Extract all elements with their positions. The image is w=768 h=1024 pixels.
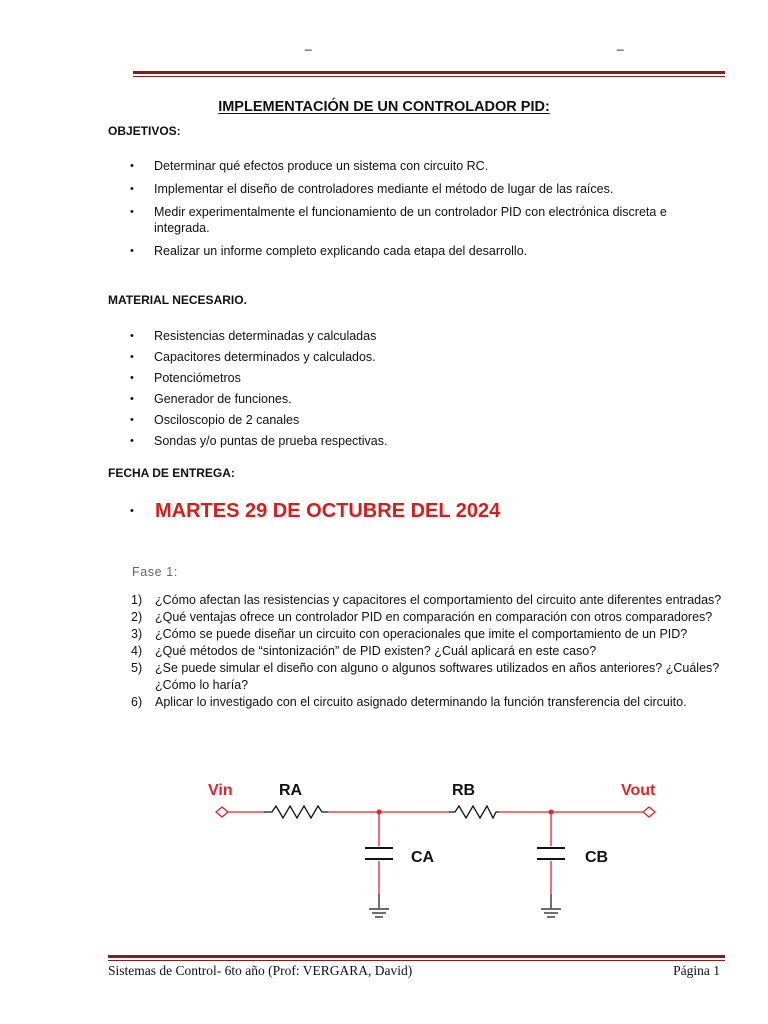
- document-title-wrap: [0, 98, 768, 116]
- material-text: Osciloscopio de 2 canales: [154, 413, 300, 427]
- vin-terminal-icon: [216, 807, 228, 817]
- list-item: [0, 391, 714, 407]
- bullet-icon: •: [130, 505, 134, 517]
- cb-label: CB: [585, 849, 609, 866]
- bullet-icon: •: [130, 330, 134, 342]
- list-item: [0, 412, 714, 428]
- header-dash-left: –: [305, 42, 312, 56]
- footer-page-number: Página 1: [673, 963, 720, 978]
- list-item: [0, 643, 730, 660]
- bullet-icon: •: [130, 160, 134, 172]
- question-number: 6): [131, 695, 143, 709]
- vin-label: Vin: [208, 782, 233, 799]
- ca-label: CA: [411, 849, 435, 866]
- question-text: ¿Se puede simular el diseño con alguno o algunos softwares utilizados en años anteriores? ¿Cuáles? ¿Cómo lo haría?: [155, 661, 720, 692]
- due-date: MARTES 29 DE OCTUBRE DEL 2024: [155, 500, 501, 522]
- bullet-icon: •: [130, 183, 134, 195]
- capacitor-cb-icon: [537, 848, 565, 859]
- document-title: IMPLEMENTACIÓN DE UN CONTROLADOR PID:: [218, 99, 550, 115]
- bullet-icon: •: [130, 245, 134, 257]
- list-item: [0, 181, 714, 197]
- bullet-icon: •: [130, 372, 134, 384]
- ground-icon: [541, 894, 561, 917]
- footer-rule: [108, 955, 725, 961]
- objetivos-list: [0, 158, 714, 259]
- question-text: ¿Cómo afectan las resistencias y capacitores el comportamiento del circuito ante diferentes entradas?: [155, 593, 722, 607]
- junction-icon: [549, 810, 554, 815]
- material-text: Capacitores determinados y calculados.: [154, 350, 376, 364]
- list-item: [0, 243, 714, 259]
- footer-course: Sistemas de Control- 6to año (Prof: VERGARA, David): [108, 963, 413, 978]
- list-item: [0, 592, 730, 609]
- list-item: [0, 626, 730, 643]
- list-item: [0, 694, 730, 711]
- questions-list: [0, 592, 730, 711]
- bullet-icon: •: [130, 206, 134, 218]
- resistor-rb-icon: [449, 806, 499, 818]
- resistor-ra-icon: [264, 806, 328, 818]
- ground-icon: [369, 894, 389, 917]
- list-item: [0, 349, 714, 365]
- question-number: 3): [131, 627, 143, 641]
- question-text: ¿Qué métodos de “sintonización” de PID existen? ¿Cuál aplicará en este caso?: [155, 644, 597, 658]
- rb-label: RB: [452, 782, 476, 799]
- material-text: Sondas y/o puntas de prueba respectivas.: [154, 434, 388, 448]
- vout-terminal-icon: [643, 807, 655, 817]
- list-item: [0, 204, 714, 236]
- question-number: 2): [131, 610, 143, 624]
- list-item: [0, 433, 714, 449]
- question-number: 1): [131, 593, 143, 607]
- objetivo-text: Realizar un informe completo explicando cada etapa del desarrollo.: [154, 244, 528, 258]
- bullet-icon: •: [130, 435, 134, 447]
- material-text: Potenciómetros: [154, 371, 241, 385]
- objetivo-text: Medir experimentalmente el funcionamiento de un controlador PID con electrónica discreta e integrada.: [154, 205, 667, 235]
- list-item: [0, 370, 714, 386]
- junction-icon: [377, 810, 382, 815]
- list-item: [0, 158, 714, 174]
- question-number: 5): [131, 661, 143, 675]
- material-heading: MATERIAL NECESARIO.: [108, 293, 247, 307]
- material-list: [0, 328, 714, 449]
- material-text: Generador de funciones.: [154, 392, 292, 406]
- fase-label: Fase 1:: [132, 565, 178, 579]
- header-dash-right: –: [617, 42, 624, 56]
- objetivos-heading: OBJETIVOS:: [108, 124, 181, 138]
- rc-circuit-diagram: [0, 770, 768, 930]
- material-text: Resistencias determinadas y calculadas: [154, 329, 377, 343]
- list-item: [0, 660, 730, 694]
- vout-label: Vout: [621, 782, 656, 799]
- bullet-icon: •: [130, 414, 134, 426]
- objetivo-text: Implementar el diseño de controladores mediante el método de lugar de las raíces.: [154, 182, 614, 196]
- objetivo-text: Determinar qué efectos produce un sistema con circuito RC.: [154, 159, 489, 173]
- question-text: ¿Cómo se puede diseñar un circuito con operacionales que imite el comportamiento de un PID?: [155, 627, 688, 641]
- list-item: [0, 609, 730, 626]
- question-text: Aplicar lo investigado con el circuito asignado determinando la función transferencia del circuito.: [155, 695, 687, 709]
- ra-label: RA: [279, 782, 303, 799]
- question-number: 4): [131, 644, 143, 658]
- fecha-heading: FECHA DE ENTREGA:: [108, 466, 235, 480]
- question-text: ¿Qué ventajas ofrece un controlador PID en comparación en comparación con otros comparadores?: [155, 610, 713, 624]
- capacitor-ca-icon: [365, 848, 393, 859]
- header-rule: [133, 71, 725, 77]
- bullet-icon: •: [130, 393, 134, 405]
- list-item: [0, 328, 714, 344]
- bullet-icon: •: [130, 351, 134, 363]
